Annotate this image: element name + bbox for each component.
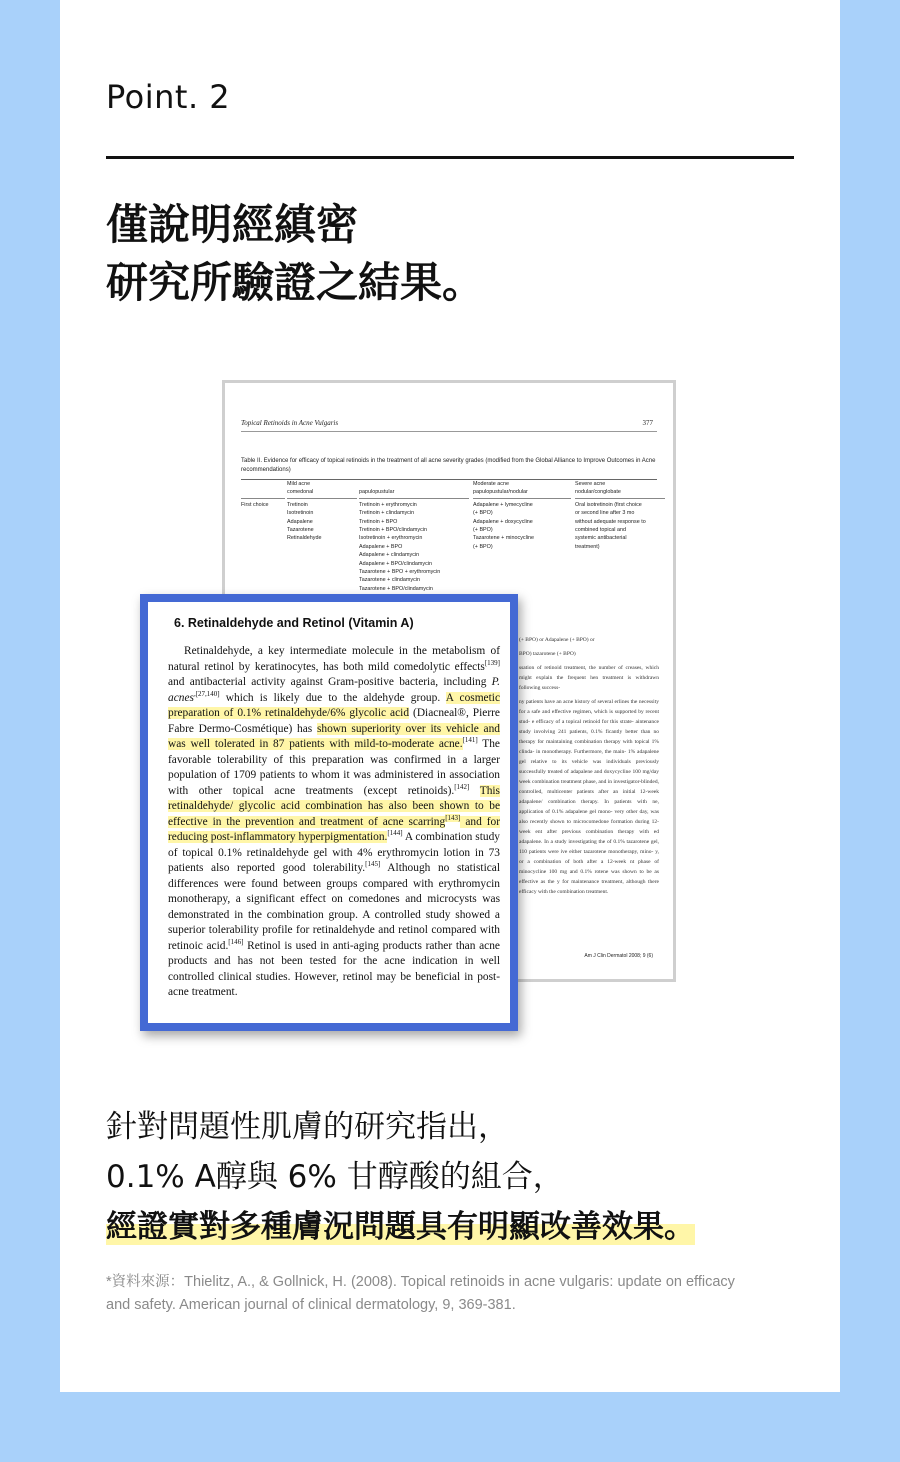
table-column (473, 480, 571, 551)
divider (106, 156, 794, 159)
table-col-subtitle: papulopustular/nodular (473, 489, 528, 496)
excerpt-text: and antibacterial activity against Gram-positive bacteria, including (168, 676, 492, 688)
excerpt-heading: 6. Retinaldehyde and Retinol (Vitamin A) (174, 616, 414, 630)
highlighted-text: A cosmetic preparation of 0.1% retinaldehyde/6% glycolic acid (168, 691, 500, 719)
table-cell: Adapalene + lymecycline (473, 501, 533, 508)
table-cell: Adapalene + BPO/clindamycin (359, 560, 432, 567)
table-cell: Adapalene (287, 518, 313, 525)
summary-line-2: 0.1% A醇與 6% 甘醇酸的組合， (106, 1159, 564, 1195)
table-cell: Oral isotretinoin (first choice (575, 501, 642, 508)
table-cell: Tazarotene (287, 527, 314, 534)
table-cell: or second line after 3 mo (575, 510, 635, 517)
table-cell: Adapalene + BPO (359, 543, 403, 550)
table-cell: Tazarotene + clindamycin (359, 577, 420, 584)
highlighted-text: shown superiority over its vehicle and was well tolerated in 87 patients with mild-to-moderate acne. (168, 722, 501, 750)
table-col-head (473, 480, 571, 499)
table-col-head (575, 480, 665, 499)
table-col-subtitle: papulopustular (359, 489, 395, 496)
table-cell: Tazarotene + BPO/clindamycin (359, 585, 433, 592)
table-cell: Tretinoin + clindamycin (359, 510, 415, 517)
point-label: Point. 2 (106, 78, 231, 116)
table-col-head (287, 480, 357, 499)
summary-emphasis: 經證實對多種膚況問題具有明顯改善效果。 (106, 1209, 695, 1245)
table-col-title: Mild acne (287, 481, 311, 487)
table-col-title (359, 480, 469, 488)
paper-right-text: BPO) tazarotene (+ BPO) (519, 651, 576, 657)
table-cell: combined topical and (575, 527, 626, 534)
table-cell: Tretinoin + BPO/clindamycin (359, 527, 427, 534)
table-cell: Adapalene + clindamycin (359, 552, 420, 559)
paper-right-column (519, 635, 659, 901)
table-cell: (+ BPO) (473, 543, 493, 550)
excerpt-text: Although no statistical differences were found between groups compared with erythromycin monotherapy, a significant effect on comedones and microcysts was demonstrated in the combination group. A controlled study showed a superior tolerability profile for retinaldehyde and retinol compared with retinoic acid. (168, 862, 501, 952)
summary-text (106, 1102, 695, 1252)
table-cell: Retinaldehyde (287, 535, 322, 542)
summary-line-1: 針對問題性肌膚的研究指出， (106, 1109, 509, 1145)
table-cell: Tretinoin + BPO (359, 518, 398, 525)
excerpt-text: A combination study of topical 0.1% retinaldehyde gel with 4% erythromycin lotion in 73 patients also reported good tolerability. (168, 831, 500, 874)
citation: ,[27,140] (193, 689, 220, 698)
table-column (575, 480, 665, 551)
table-column (287, 480, 357, 543)
excerpt-text: Retinol is used in anti-aging products rather than acne products and has not been tested for the acne indication in well controlled clinical studies. However, retinol may be beneficial in post-acne treatment. (168, 939, 500, 998)
table-cell: Tazarotene + minocycline (473, 535, 534, 542)
paper-header (241, 417, 657, 432)
paper-footer: Am J Clin Dermatol 2008; 9 (6) (584, 953, 653, 959)
headline (106, 196, 484, 312)
table-cell: systemic antibacterial (575, 535, 627, 542)
table-col-subtitle: comedonal (287, 489, 314, 496)
highlighted-text: This retinaldehyde/ glycolic acid combination has also been shown to be effective in the prevention and treatment of acne scarring (168, 784, 500, 828)
table-column (359, 480, 469, 593)
citation: [145] (365, 860, 381, 869)
table-col-title: Moderate acne (473, 481, 509, 487)
paper-right-text: ny patients have an acne history of several erlines the necessity for a safe and effective regimen, which is supported by recent stud- e efficacy of a topical retinoid for this strate- aintenance study involving 241 patients, 0.1% ficantly better than no therapy for maintaining combination therapy with topical 1% clinda- in monotherapy. Furthermore, the main- 1% adapalene gel relative to its vehicle was individuals previously successfully treated of adapalene and doxycycline 100 mg/day week combination treatment phase, and in investigator-blinded, controlled, multicenter patients after an initial 12-week adapalene/ combination therapy. In patients with ne, application of 0.1% adapalene gel mono- very other day, was also recently shown to microcomedone formation during 12-week ent after previous combination therapy with ed adapalene. In a study investigating the of 0.1% tazarotene gel, 110 patients were ive either tazarotene monotherapy, mino- y, or a combination of both after a 12-week nt phase of minocycline 100 mg and 0.1% rotene was shown to be as effective as the y for maintenance treatment, although there efficacy with the combination treatment. (519, 699, 659, 895)
highlighted-excerpt (140, 594, 518, 1031)
evidence-table (241, 479, 657, 592)
excerpt-text (469, 785, 479, 797)
paper-right-text: ssation of retinoid treatment, the number of creases, which might explain the frequent hen treatment is withdrawn following success- (519, 665, 659, 691)
table-cell: Tretinoin (287, 501, 308, 508)
source-citation: *資料來源：Thielitz, A., & Gollnick, H. (2008). Topical retinoids in acne vulgaris: update on efficacy and safety. American journal of clinical dermatology, 9, 369-381. (106, 1274, 735, 1313)
paper-page-number: 377 (642, 419, 653, 427)
table-cell: without adequate response to (575, 518, 646, 525)
table-column (241, 480, 285, 509)
table-cell: Isotretinoin (287, 510, 314, 517)
citation: [139] (484, 658, 500, 667)
excerpt-paragraph (168, 644, 500, 1001)
excerpt-text: The favorable tolerability of this preparation was confirmed in a larger population of 1709 patients to whom it was administered in association with other topical acne treatments (except retinoids). (168, 738, 500, 797)
excerpt-text: Retinaldehyde, a key intermediate molecule in the metabolism of natural retinol by keratinocytes, has both mild comedolytic effects (168, 645, 500, 673)
summary-line-3 (106, 1202, 695, 1252)
paper-right-text: (+ BPO) or Adapalene (+ BPO) or (519, 637, 595, 643)
species-name: P. acnes (168, 676, 500, 704)
table-cell: Adapalene + doxycycline (473, 518, 533, 525)
citation: [142] (454, 782, 470, 791)
table-col-head (241, 480, 285, 499)
headline-line-2: 研究所驗證之結果。 (106, 258, 485, 307)
table-col-title: Severe acne (575, 481, 606, 487)
citation: [143] (445, 813, 461, 822)
citation: [146] (228, 937, 244, 946)
content-card (60, 0, 840, 1392)
table-cell: Tazarotene + BPO + erythromycin (359, 569, 441, 576)
highlighted-text: and for reducing post-inflammatory hyperpigmentation. (168, 815, 500, 843)
table-col-head (359, 480, 469, 499)
paper-running-title: Topical Retinoids in Acne Vulgaris (241, 419, 339, 427)
excerpt-text: (Diacneal®, Pierre Fabre Dermo-Cosmétique) has (168, 707, 500, 735)
table-cell: treatment) (575, 543, 600, 550)
citation: [141] (462, 736, 478, 745)
citation: [144] (387, 829, 403, 838)
headline-line-1: 僅說明經縝密 (106, 200, 359, 249)
table-caption: Table II. Evidence for efficacy of topical retinoids in the treatment of all acne severity grades (modified from the Global Alliance to Improve Outcomes in Acne recommendations) (241, 458, 656, 473)
table-cell: Tretinoin + erythromycin (359, 501, 417, 508)
table-cell: (+ BPO) (473, 527, 493, 534)
table-cell: (+ BPO) (473, 510, 493, 517)
table-col-subtitle: nodular/conglobate (575, 489, 621, 496)
table-cell: First choice (241, 501, 269, 508)
table-cell: Isotretinoin + erythromycin (359, 535, 423, 542)
excerpt-text: which is likely due to the aldehyde group. (219, 691, 446, 704)
